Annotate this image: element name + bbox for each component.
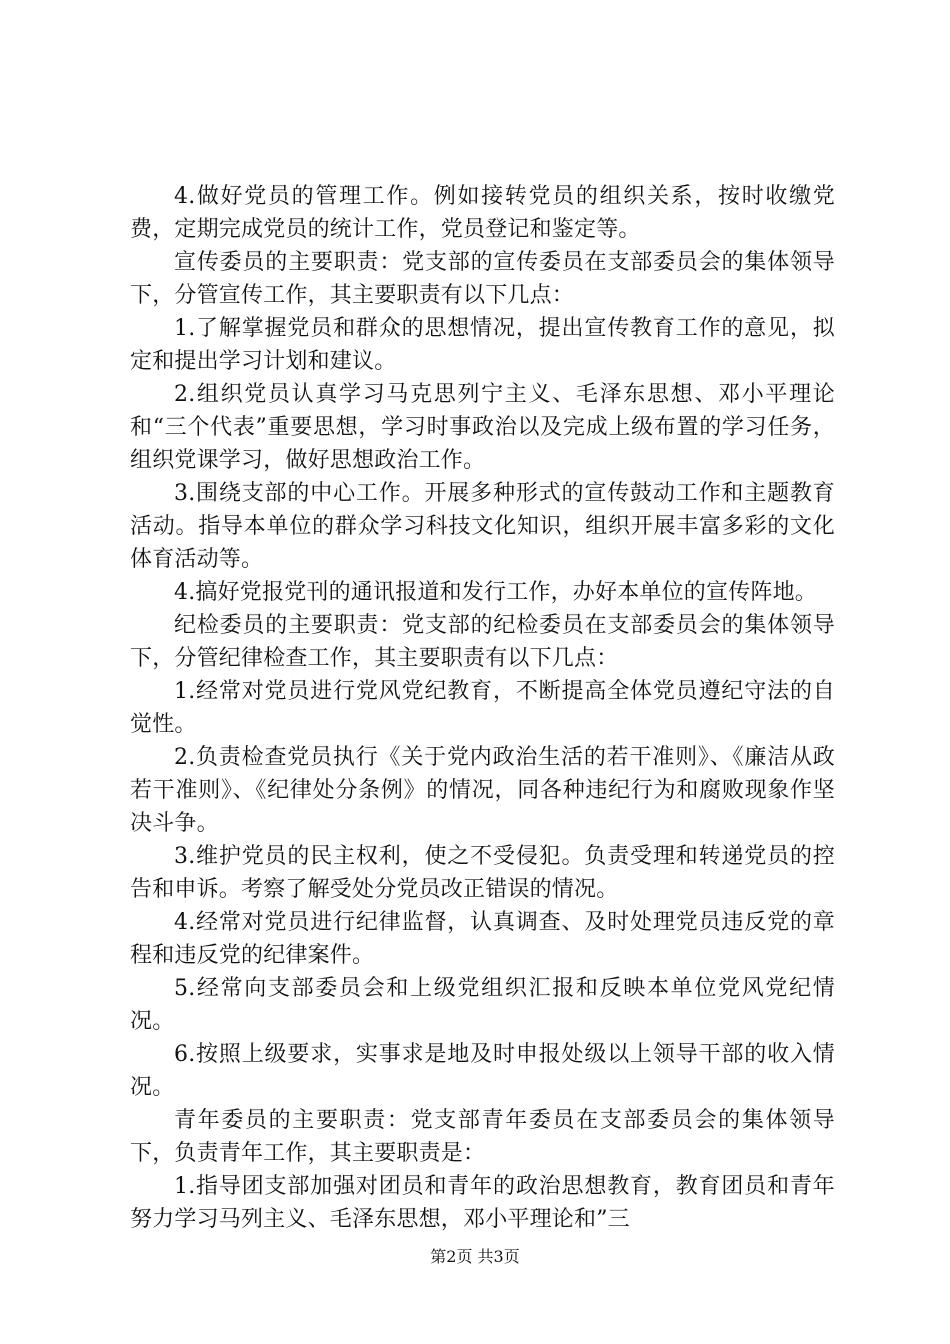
paragraph: 4.做好党员的管理工作。例如接转党员的组织关系，按时收缴党费，定期完成党员的统计工作，党员登记和鉴定等。: [130, 184, 835, 242]
paragraph: 4.经常对党员进行纪律监督，认真调查、及时处理党员违反党的章程和违反党的纪律案件。: [130, 910, 835, 968]
paragraph: 2.负责检查党员执行《关于党内政治生活的若干准则》、《廉洁从政若干准则》、《纪律处分条例》的情况，同各种违纪行为和腐败现象作坚决斗争。: [130, 745, 835, 836]
paragraph: 4.搞好党报党刊的通讯报道和发行工作，办好本单位的宣传阵地。: [174, 580, 817, 605]
paragraph: 2.组织党员认真学习马克思列宁主义、毛泽东思想、邓小平理论和“三个代表”重要思想，学习时事政治以及完成上级布置的学习任务，组织党课学习，做好思想政治工作。: [130, 382, 835, 473]
paragraph: 1.经常对党员进行党风党纪教育，不断提高全体党员遵纪守法的自觉性。: [130, 679, 835, 737]
paragraph: 青年委员的主要职责：党支部青年委员在支部委员会的集体领导下，负责青年工作，其主要职责是：: [130, 1108, 835, 1166]
paragraph: 宣传委员的主要职责：党支部的宣传委员在支部委员会的集体领导下，分管宣传工作，其主要职责有以下几点：: [130, 250, 835, 308]
paragraph: 3.维护党员的民主权利，使之不受侵犯。负责受理和转递党员的控告和申诉。考察了解受处分党员改正错误的情况。: [130, 844, 835, 902]
paragraph: 纪检委员的主要职责：党支部的纪检委员在支部委员会的集体领导下，分管纪律检查工作，其主要职责有以下几点：: [130, 613, 835, 671]
page-number-footer: 第2页 共3页: [430, 1247, 520, 1266]
paragraph: 1.了解掌握党员和群众的思想情况，提出宣传教育工作的意见，拟定和提出学习计划和建议。: [130, 316, 835, 374]
paragraph: 6.按照上级要求，实事求是地及时申报处级以上领导干部的收入情况。: [130, 1042, 835, 1100]
document-body: [130, 180, 835, 1236]
paragraph: 3.围绕支部的中心工作。开展多种形式的宣传鼓动工作和主题教育活动。指导本单位的群众学习科技文化知识，组织开展丰富多彩的文化体育活动等。: [130, 481, 835, 572]
paragraph: 1.指导团支部加强对团员和青年的政治思想教育，教育团员和青年努力学习马列主义、毛泽东思想，邓小平理论和”三: [130, 1174, 835, 1232]
paragraph: 5.经常向支部委员会和上级党组织汇报和反映本单位党风党纪情况。: [130, 976, 835, 1034]
